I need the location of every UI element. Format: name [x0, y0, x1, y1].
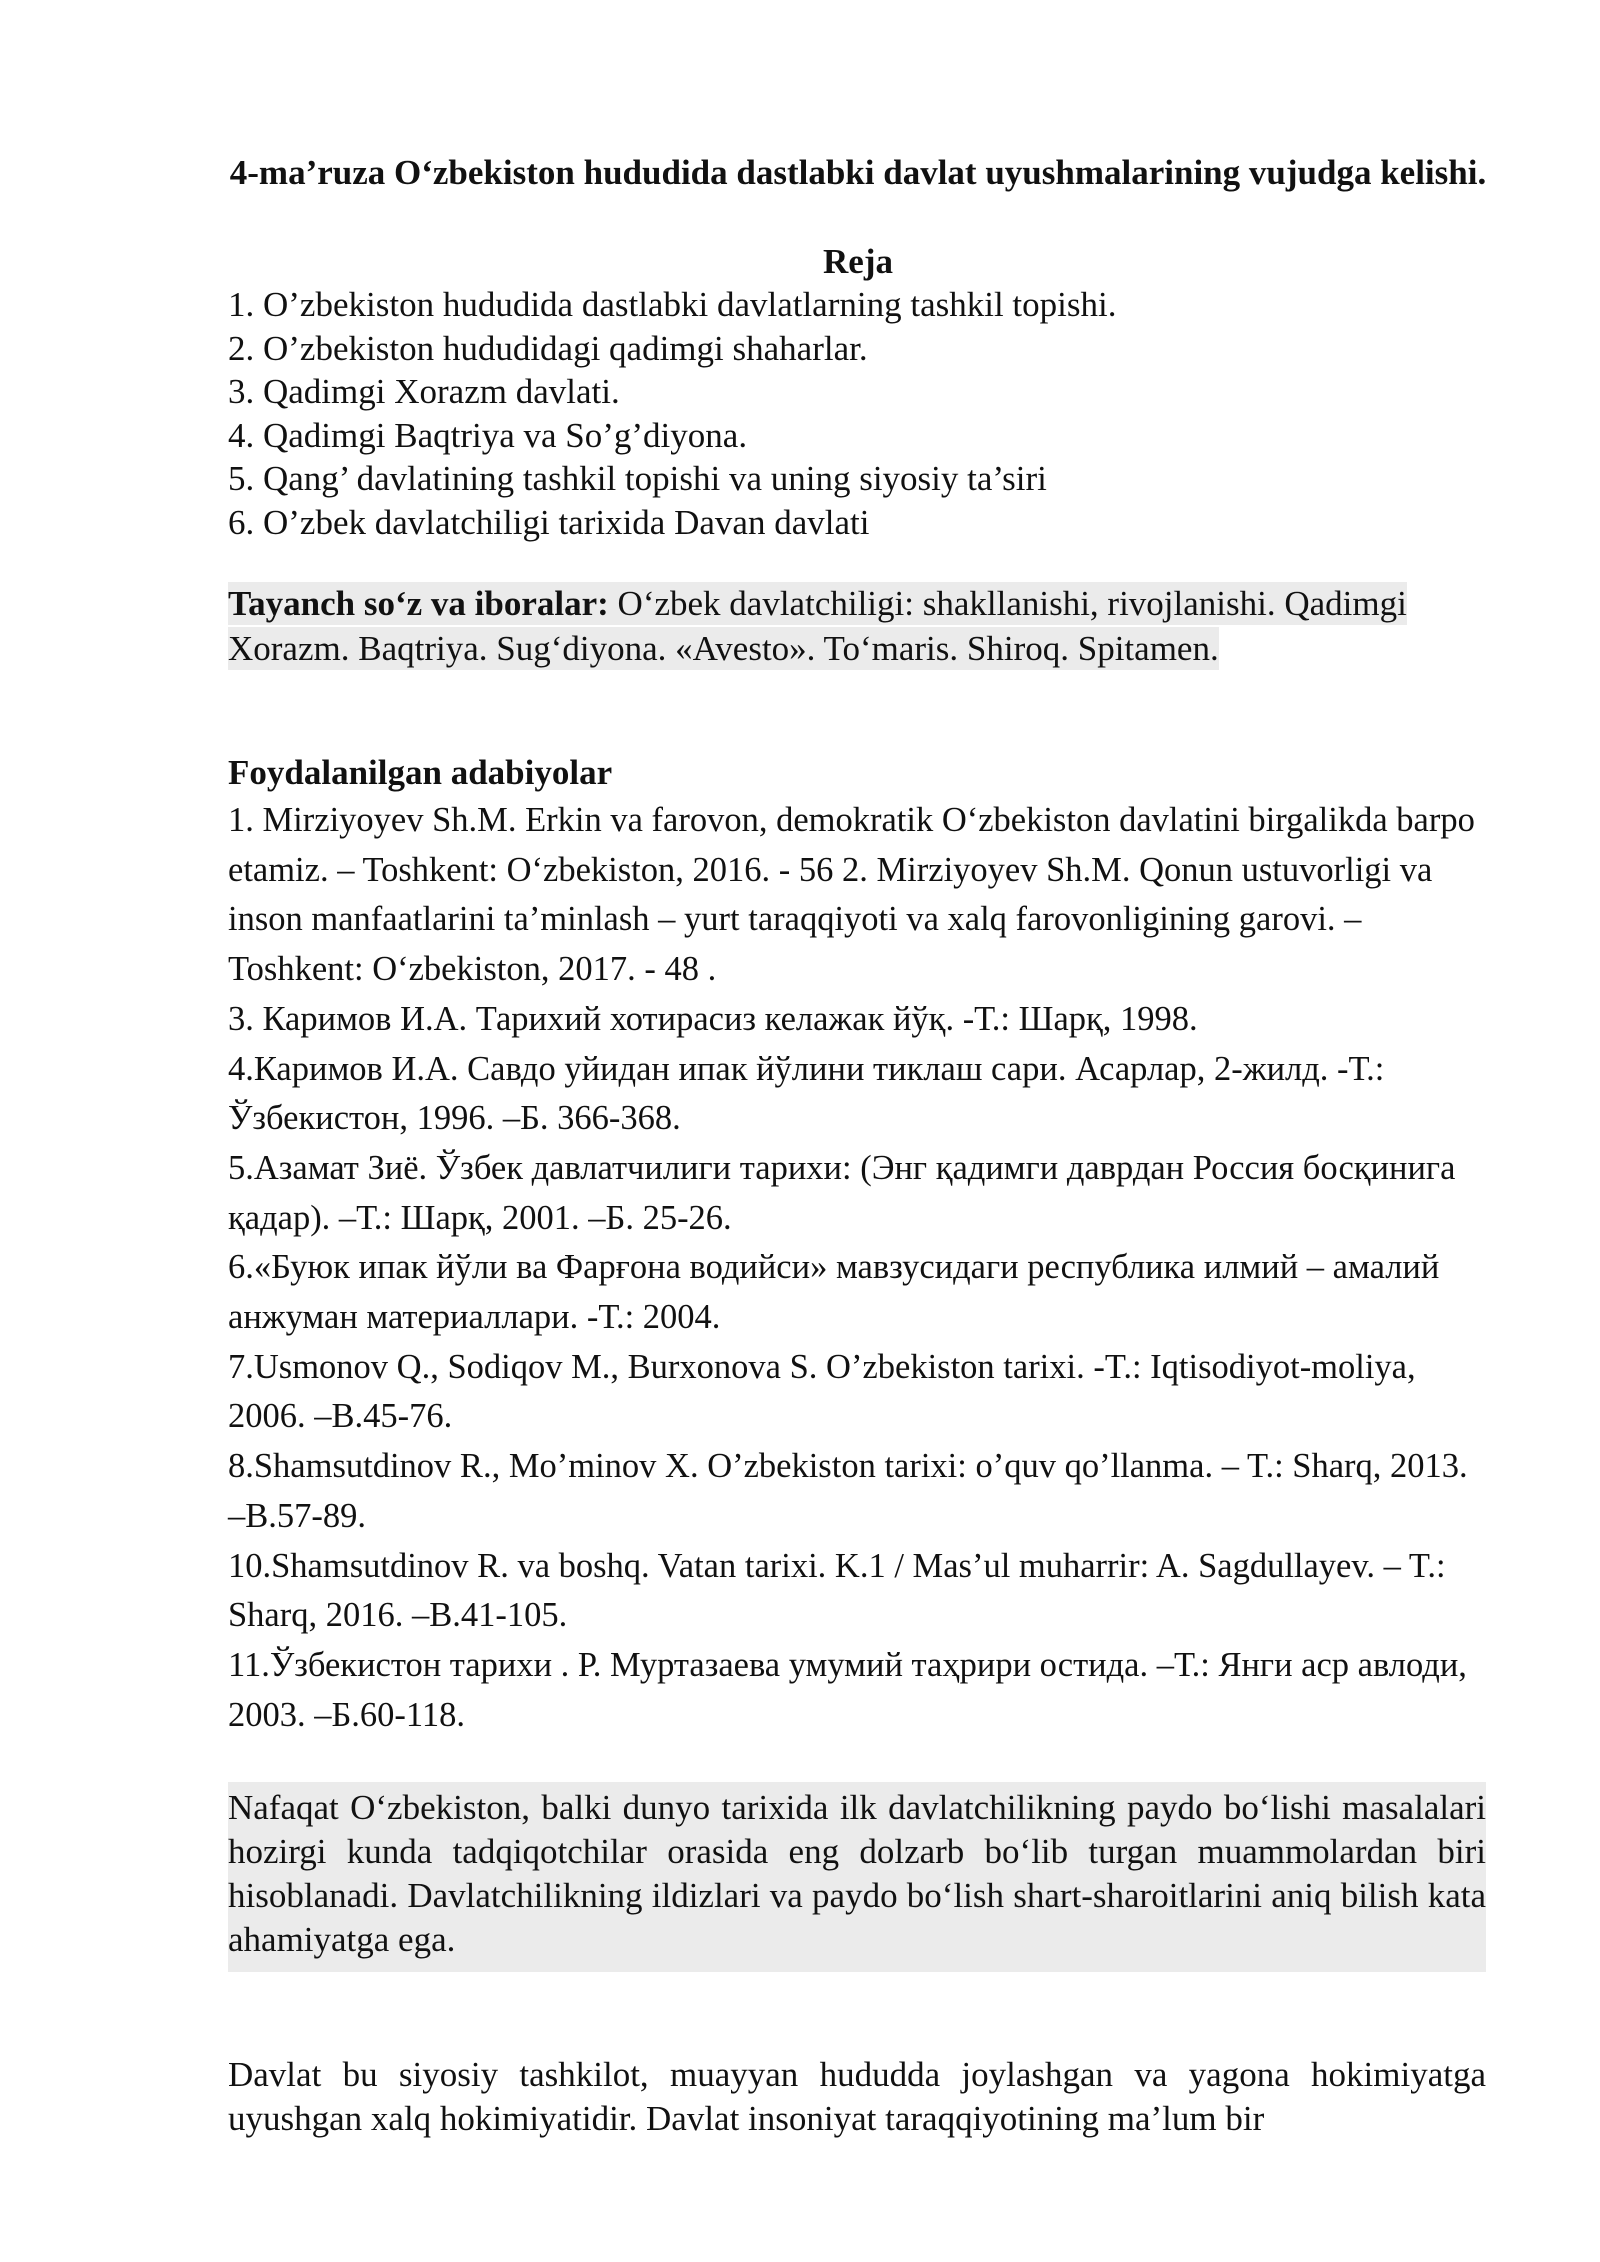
literature-item: 8.Shamsutdinov R., Mo’minov X. O’zbekiston tarixi: o’quv qo’llanma. – T.: Sharq, 2013. –B.57-89. — [228, 1447, 1468, 1535]
literature-item: 6.«Буюк ипак йўли ва Фарғона водийси» мавзусидаги республика илмий – амалий анжуман материаллари. -Т.: 2004. — [228, 1248, 1440, 1337]
keywords-block — [228, 581, 1488, 671]
literature-item: 10.Shamsutdinov R. va boshq. Vatan tarixi. K.1 / Mas’ul muharrir: A. Sagdullayev. – T.: Sharq, 2016. –B.41-105. — [228, 1546, 1446, 1635]
literature-item: 5.Азамат Зиё. Ўзбек давлатчилиги тарихи: (Энг қадимги даврдан Россия босқинига қадар). –Т.: Шарқ, 2001. –Б. 25-26. — [228, 1148, 1456, 1237]
literature-heading: Foydalanilgan adabiyolar — [228, 753, 613, 792]
plan-heading: Reja — [823, 242, 893, 281]
literature-item: 1. Mirziyoyev Sh.M. Erkin va farovon, demokratik O‘zbekiston davlatini birgalikda barpo etamiz. – Toshkent: O‘zbekiston, 2016. - 56 2. Mirziyoyev Sh.M. Qonun ustuvorligi va inson manfaatlarini ta’minlash – yurt taraqqiyoti va xalq farovonligining garovi. – Toshkent: O‘zbekiston, 2017. - 48 . — [228, 801, 1475, 989]
plan-item: 2. O’zbekiston hududidagi qadimgi shaharlar. — [228, 328, 868, 368]
plan-item: 6. O’zbek davlatchiligi tarixida Davan davlati — [228, 502, 870, 542]
keywords-text: O‘zbek davlatchiligi: shakllanishi, rivojlanishi. Qadimgi Xorazm. Baqtriya. Sug‘diyona. «Avesto». To‘maris. Shiroq. Spitamen. — [228, 584, 1407, 668]
lecture-title: 4-ma’ruza O‘zbekiston hududida dastlabki davlat uyushmalarining vujudga kelishi. — [229, 153, 1487, 192]
keywords-highlight — [228, 582, 1407, 670]
literature-item: 7.Usmonov Q., Sodiqov M., Burxonova S. O’zbekiston tarixi. -T.: Iqtisodiyot-moliya, 2006. –B.45-76. — [228, 1347, 1416, 1436]
plan-item: 4. Qadimgi Baqtriya va So’g’diyona. — [228, 415, 748, 455]
keywords-label: Tayanch so‘z va iboralar: — [228, 584, 609, 623]
body-paragraph: Davlat bu siyosiy tashkilot, muayyan hududda joylashgan va yagona hokimiyatga uyushgan xalq hokimiyatidir. Davlat insoniyat taraqqiyotining ma’lum bir — [228, 2053, 1486, 2141]
plan-item: 5. Qang’ davlatining tashkil topishi va uning siyosiy ta’siri — [228, 459, 1047, 498]
literature-item: 11.Ўзбекистон тарихи . Р. Муртазаева умумий таҳрири остида. –Т.: Янги аср авлоди, 2003. –Б.60-118. — [228, 1645, 1467, 1734]
plan-item: 1. O’zbekiston hududida dastlabki davlatlarning tashkil topishi. — [228, 285, 1117, 324]
plan-item: 3. Qadimgi Xorazm davlati. — [228, 372, 620, 411]
literature-item: 4.Каримов И.А. Савдо уйидан ипак йўлини тиклаш сари. Асарлар, 2-жилд. -Т.: Ўзбекистон, 1996. –Б. 366-368. — [228, 1049, 1385, 1138]
plan-list — [228, 283, 1488, 544]
literature-item: 3. Каримов И.А. Тарихий хотирасиз келажак йўқ. -Т.: Шарқ, 1998. — [228, 999, 1198, 1038]
body-paragraph-highlighted: Nafaqat O‘zbekiston, balki dunyo tarixida ilk davlatchilikning paydo bo‘lishi masalalari hozirgi kunda tadqiqotchilar orasida eng dolzarb bo‘lib turgan muammolardan biri hisoblanadi. Davlatchilikning ildizlari va paydo bo‘lish shart-sharoitlarini aniq bilish kata ahamiyatga ega. — [228, 1782, 1486, 1972]
literature-list — [228, 796, 1488, 1740]
